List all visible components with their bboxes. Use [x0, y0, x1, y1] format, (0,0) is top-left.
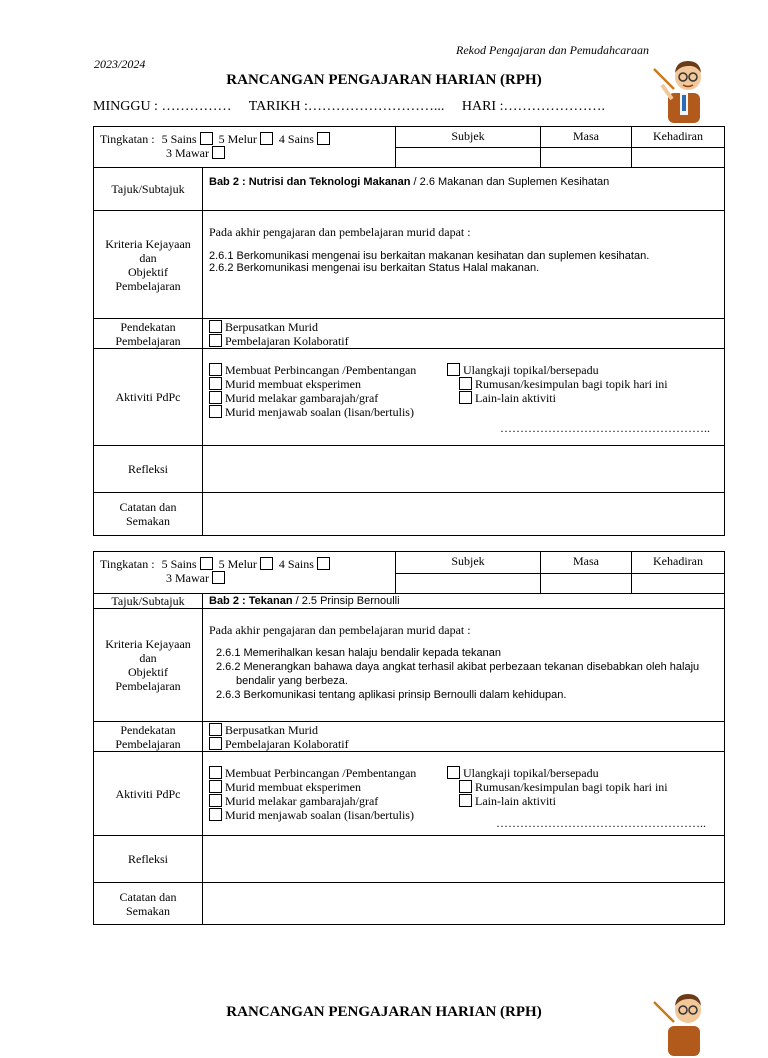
- tajuk-label: Tajuk/Subtajuk: [94, 594, 203, 609]
- checkbox-icon[interactable]: [209, 794, 222, 807]
- checkbox-icon[interactable]: [209, 808, 222, 821]
- subjek-value[interactable]: [396, 574, 541, 594]
- refleksi-label: Refleksi: [94, 836, 203, 883]
- aktiviti-option[interactable]: Ulangkaji topikal/bersepadu: [447, 766, 599, 780]
- aktiviti-option[interactable]: Membuat Perbincangan /Pembentangan: [209, 766, 416, 780]
- checkbox-icon[interactable]: [260, 132, 273, 145]
- checkbox-icon[interactable]: [459, 780, 472, 793]
- aktiviti-option[interactable]: Murid membuat eksperimen: [209, 377, 361, 391]
- pendekatan-content: [203, 319, 725, 349]
- kehadiran-header: Kehadiran: [632, 552, 725, 574]
- objective-intro: Pada akhir pengajaran dan pembelajaran murid dapat :: [209, 225, 471, 239]
- header-note: Rekod Pengajaran dan Pemudahcaraan: [456, 43, 649, 57]
- class-option[interactable]: 5 Sains: [162, 132, 216, 146]
- objective-item: 2.6.2 Berkomunikasi mengenai isu berkaitan Status Halal makanan.: [209, 262, 540, 274]
- pendekatan-label: Pendekatan Pembelajaran: [94, 319, 203, 349]
- kriteria-label: Kriteria Kejayaan dan Objektif Pembelajaran: [94, 609, 203, 722]
- academic-year: 2023/2024: [94, 57, 146, 71]
- checkbox-icon[interactable]: [209, 780, 222, 793]
- other-activity-field[interactable]: ……………………………………………..: [500, 421, 711, 435]
- checkbox-icon[interactable]: [209, 334, 222, 347]
- tingkatan-cell: [94, 127, 396, 168]
- teacher-illustration-icon: [652, 55, 712, 125]
- catatan-value[interactable]: [203, 883, 725, 925]
- refleksi-label: Refleksi: [94, 446, 203, 493]
- pendekatan-content: [203, 722, 725, 752]
- class-option[interactable]: 5 Melur: [219, 132, 276, 146]
- tajuk-label: Tajuk/Subtajuk: [94, 168, 203, 211]
- aktiviti-option[interactable]: Ulangkaji topikal/bersepadu: [447, 363, 599, 377]
- subjek-header: Subjek: [396, 552, 541, 574]
- aktiviti-content: [203, 752, 725, 836]
- hari-field[interactable]: HARI :………………….: [461, 99, 605, 114]
- aktiviti-option[interactable]: Murid melakar gambarajah/graf: [209, 794, 378, 808]
- checkbox-icon[interactable]: [209, 766, 222, 779]
- masa-value[interactable]: [541, 574, 632, 594]
- kriteria-content: [203, 609, 725, 722]
- tarikh-field[interactable]: TARIKH :………………………...: [248, 99, 445, 114]
- refleksi-value[interactable]: [203, 446, 725, 493]
- aktiviti-option[interactable]: Lain-lain aktiviti: [459, 391, 556, 405]
- lesson-table-1: [93, 126, 725, 536]
- kehadiran-value[interactable]: [632, 574, 725, 594]
- catatan-label: Catatan dan Semakan: [94, 493, 203, 536]
- checkbox-icon[interactable]: [459, 377, 472, 390]
- aktiviti-content: [203, 349, 725, 446]
- pendekatan-label: Pendekatan Pembelajaran: [94, 722, 203, 752]
- aktiviti-label: Aktiviti PdPc: [94, 752, 203, 836]
- objective-item: 2.6.2 Menerangkan bahawa daya angkat terhasil akibat perbezaan tekanan disebabkan oleh halaju: [216, 661, 700, 673]
- kehadiran-value[interactable]: [632, 148, 725, 168]
- masa-header: Masa: [541, 552, 632, 574]
- objective-item: 2.6.1 Memerihalkan kesan halaju bendalir kepada tekanan: [216, 647, 501, 659]
- checkbox-icon[interactable]: [209, 405, 222, 418]
- kehadiran-header: Kehadiran: [632, 127, 725, 148]
- pendekatan-option[interactable]: Pembelajaran Kolaboratif: [209, 334, 718, 348]
- class-option[interactable]: 4 Sains: [279, 132, 333, 146]
- checkbox-icon[interactable]: [209, 723, 222, 736]
- subjek-value[interactable]: [396, 148, 541, 168]
- refleksi-value[interactable]: [203, 836, 725, 883]
- checkbox-icon[interactable]: [317, 132, 330, 145]
- tingkatan-label: Tingkatan :: [100, 557, 155, 571]
- checkbox-icon[interactable]: [209, 320, 222, 333]
- catatan-value[interactable]: [203, 493, 725, 536]
- aktiviti-label: Aktiviti PdPc: [94, 349, 203, 446]
- checkbox-icon[interactable]: [260, 557, 273, 570]
- pendekatan-option[interactable]: Berpusatkan Murid: [209, 320, 718, 334]
- checkbox-icon[interactable]: [459, 794, 472, 807]
- pendekatan-option[interactable]: Berpusatkan Murid: [209, 723, 718, 737]
- objective-item: bendalir yang berbeza.: [236, 675, 348, 687]
- aktiviti-option[interactable]: Murid melakar gambarajah/graf: [209, 391, 378, 405]
- aktiviti-option[interactable]: Lain-lain aktiviti: [459, 794, 556, 808]
- aktiviti-option[interactable]: Murid menjawab soalan (lisan/bertulis): [209, 405, 414, 419]
- checkbox-icon[interactable]: [200, 132, 213, 145]
- minggu-field[interactable]: MINGGU : ……………: [93, 99, 232, 114]
- checkbox-icon[interactable]: [200, 557, 213, 570]
- aktiviti-option[interactable]: Rumusan/kesimpulan bagi topik hari ini: [459, 377, 668, 391]
- subjek-header: Subjek: [396, 127, 541, 148]
- class-option[interactable]: 5 Melur: [219, 557, 276, 571]
- class-option[interactable]: 4 Sains: [279, 557, 333, 571]
- next-page-title: RANCANGAN PENGAJARAN HARIAN (RPH): [226, 1004, 542, 1020]
- checkbox-icon[interactable]: [447, 766, 460, 779]
- aktiviti-option[interactable]: Murid membuat eksperimen: [209, 780, 361, 794]
- page-title: RANCANGAN PENGAJARAN HARIAN (RPH): [226, 72, 542, 88]
- catatan-label: Catatan dan Semakan: [94, 883, 203, 925]
- class-option[interactable]: 5 Sains: [162, 557, 216, 571]
- checkbox-icon[interactable]: [447, 363, 460, 376]
- meta-row: [93, 99, 619, 115]
- checkbox-icon[interactable]: [212, 571, 225, 584]
- tajuk-value: Bab 2 : Tekanan / 2.5 Prinsip Bernoulli: [203, 594, 725, 609]
- class-option[interactable]: 3 Mawar: [100, 146, 389, 160]
- checkbox-icon[interactable]: [209, 737, 222, 750]
- checkbox-icon[interactable]: [209, 391, 222, 404]
- kriteria-content: [203, 211, 725, 319]
- lesson-table-2: [93, 551, 725, 925]
- objective-item: 2.6.3 Berkomunikasi tentang aplikasi prinsip Bernoulli dalam kehidupan.: [216, 689, 567, 701]
- masa-header: Masa: [541, 127, 632, 148]
- tingkatan-label: Tingkatan :: [100, 132, 155, 146]
- aktiviti-option[interactable]: Rumusan/kesimpulan bagi topik hari ini: [459, 780, 668, 794]
- checkbox-icon[interactable]: [212, 146, 225, 159]
- teacher-illustration-icon: [652, 988, 712, 1058]
- tingkatan-cell: [94, 552, 396, 594]
- checkbox-icon[interactable]: [459, 391, 472, 404]
- masa-value[interactable]: [541, 148, 632, 168]
- class-option[interactable]: 3 Mawar: [100, 571, 389, 585]
- pendekatan-option[interactable]: Pembelajaran Kolaboratif: [209, 737, 718, 751]
- checkbox-icon[interactable]: [209, 377, 222, 390]
- other-activity-field[interactable]: ……………………………………………..: [496, 816, 707, 830]
- kriteria-label: Kriteria Kejayaan dan Objektif Pembelajaran: [94, 211, 203, 319]
- checkbox-icon[interactable]: [317, 557, 330, 570]
- tajuk-value: Bab 2 : Nutrisi dan Teknologi Makanan / 2.6 Makanan dan Suplemen Kesihatan: [203, 168, 725, 211]
- checkbox-icon[interactable]: [209, 363, 222, 376]
- objective-intro: Pada akhir pengajaran dan pembelajaran murid dapat :: [209, 623, 471, 637]
- objective-item: 2.6.1 Berkomunikasi mengenai isu berkaitan makanan kesihatan dan suplemen kesihatan.: [209, 250, 650, 262]
- aktiviti-option[interactable]: Membuat Perbincangan /Pembentangan: [209, 363, 416, 377]
- aktiviti-option[interactable]: Murid menjawab soalan (lisan/bertulis): [209, 808, 414, 822]
